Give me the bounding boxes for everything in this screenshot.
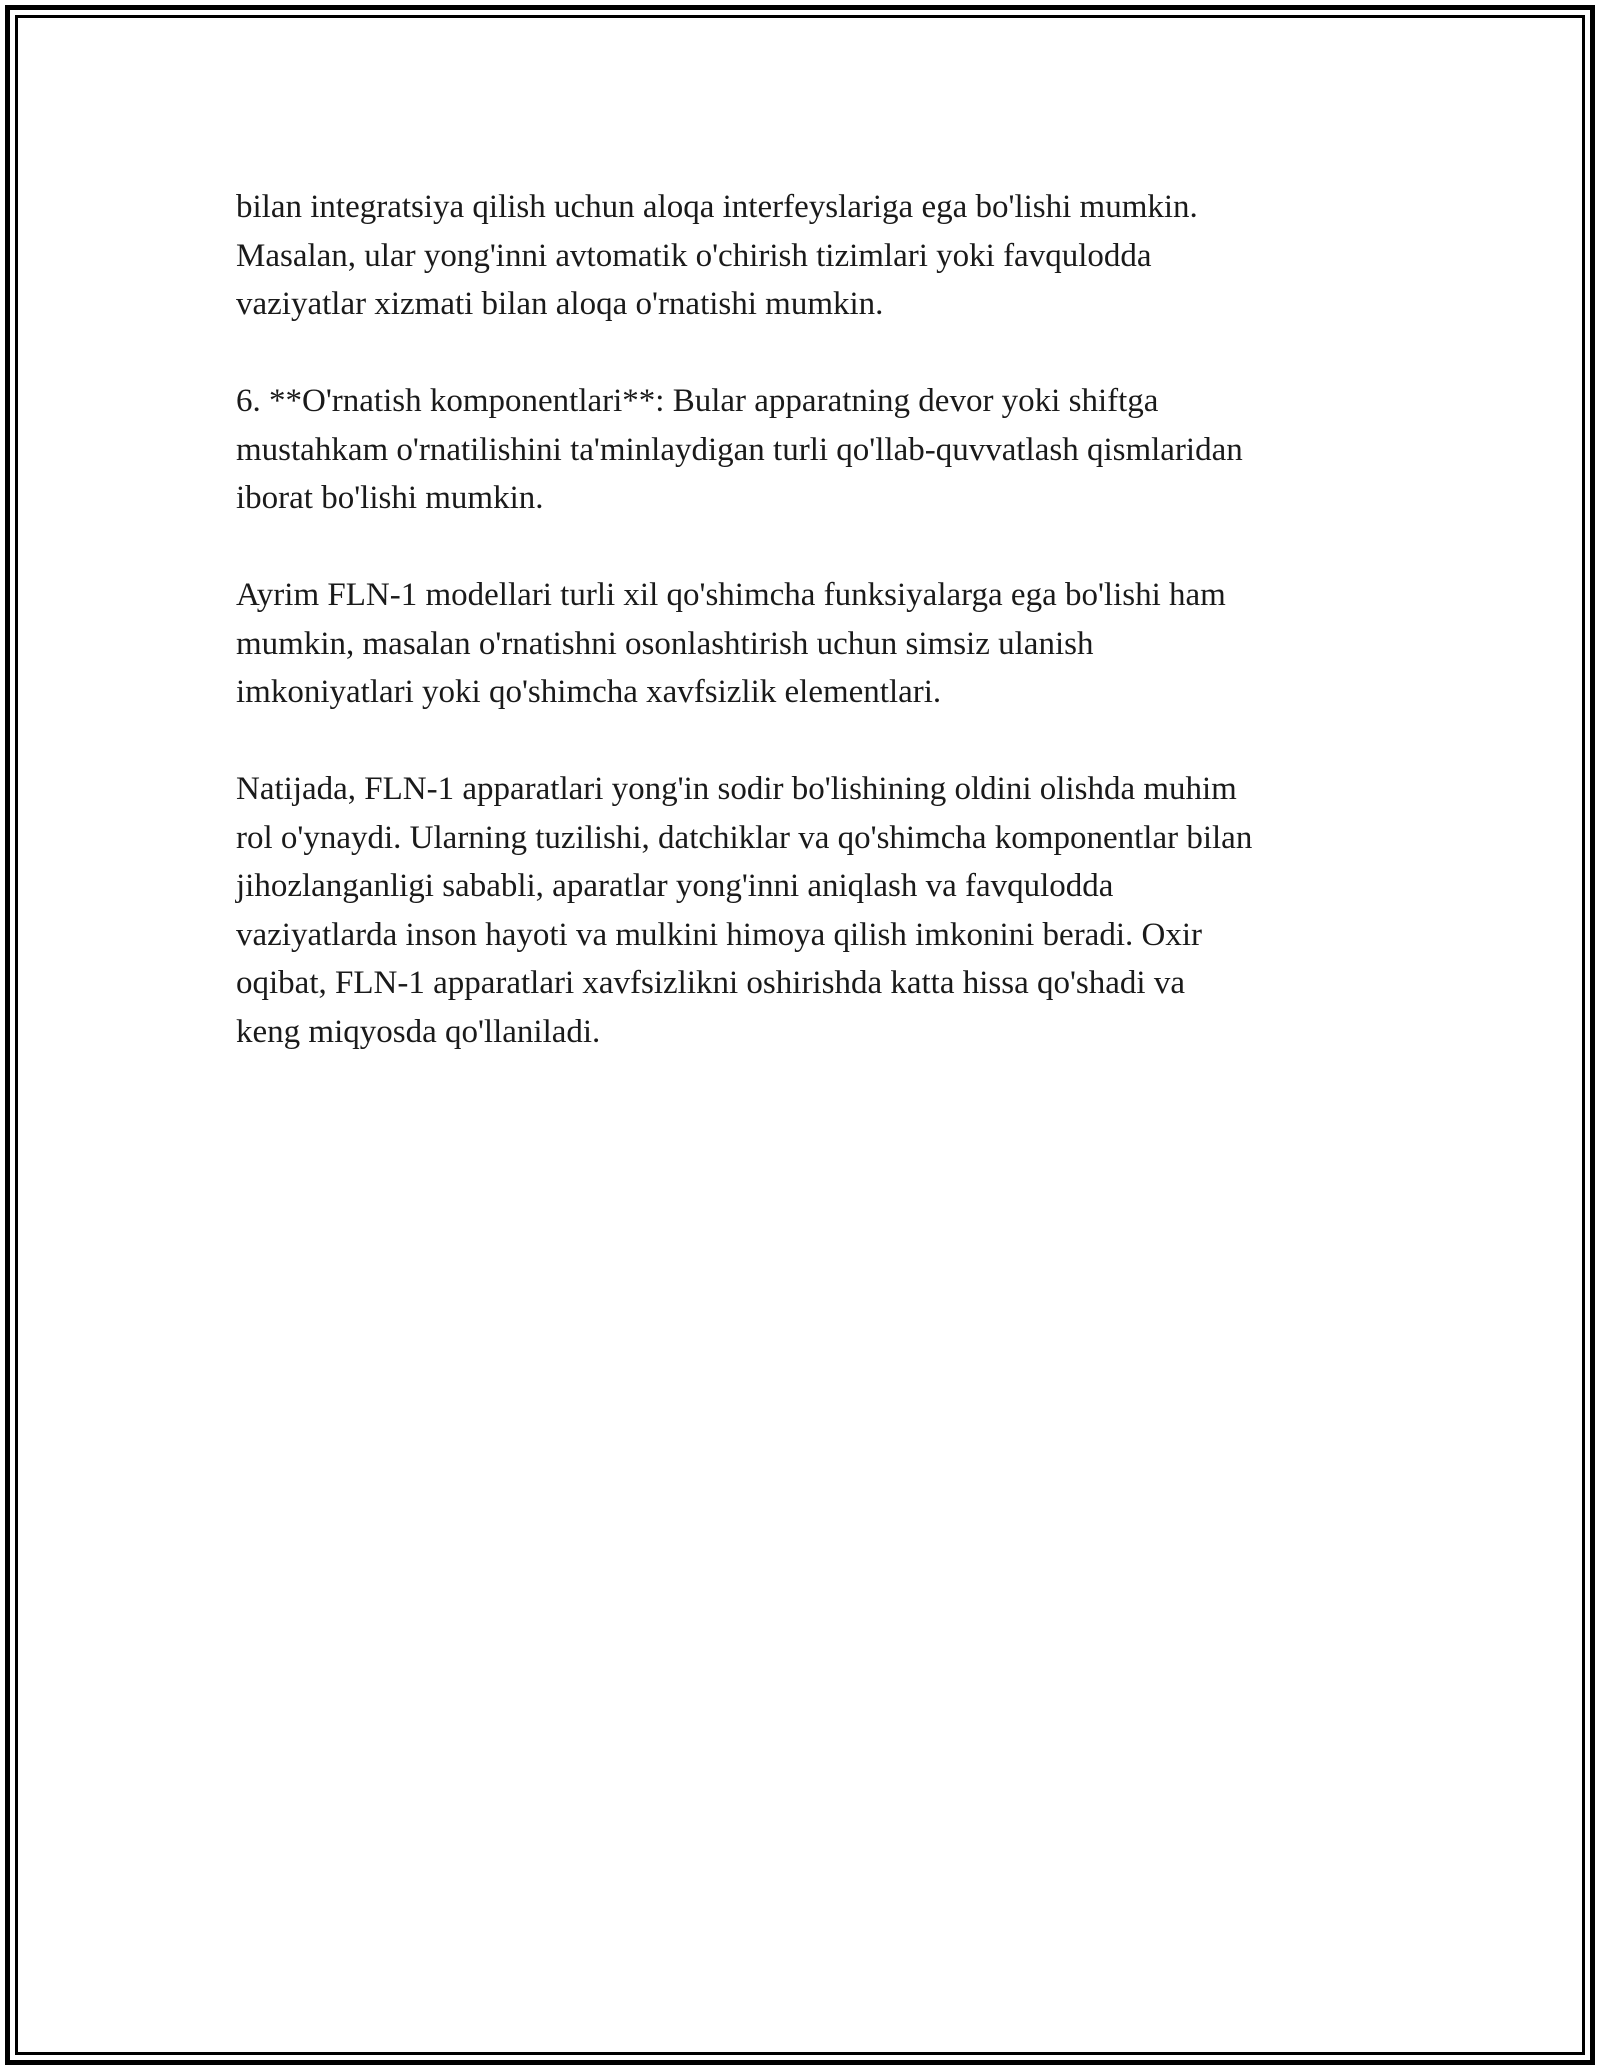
paragraph-conclusion <box>236 765 1386 1056</box>
text-line: keng miqyosda qo'llaniladi. <box>236 1013 601 1050</box>
paragraph-integration <box>236 183 1386 329</box>
text-line: rol o'ynaydi. Ularning tuzilishi, datchiklar va qo'shimcha komponentlar bilan <box>236 819 1253 856</box>
text-line: Natijada, FLN-1 apparatlari yong'in sodir bo'lishining oldini olishda muhim <box>236 771 1237 807</box>
text-line: vaziyatlar xizmati bilan aloqa o'rnatishi mumkin. <box>236 286 884 322</box>
text-line: Ayrim FLN-1 modellari turli xil qo'shimcha funksiyalarga ega bo'lishi ham <box>236 577 1226 613</box>
text-line: vaziyatlarda inson hayoti va mulkini himoya qilish imkonini beradi. Oxir <box>236 916 1202 953</box>
text-line: iborat bo'lishi mumkin. <box>236 480 544 516</box>
text-line: oqibat, FLN-1 apparatlari xavfsizlikni oshirishda katta hissa qo'shadi va <box>236 965 1185 1001</box>
document-body <box>236 183 1386 1105</box>
text-line: jihozlanganligi sababli, aparatlar yong'inni aniqlash va favqulodda <box>236 868 1114 904</box>
text-line: Masalan, ular yong'inni avtomatik o'chirish tizimlari yoki favqulodda <box>236 237 1152 274</box>
paragraph-mounting-components <box>236 377 1386 523</box>
paragraph-extra-features <box>236 571 1386 717</box>
text-line: mumkin, masalan o'rnatishni osonlashtirish uchun simsiz ulanish <box>236 625 1094 662</box>
text-line: 6. **O'rnatish komponentlari**: Bular apparatning devor yoki shiftga <box>236 383 1159 419</box>
text-line: bilan integratsiya qilish uchun aloqa interfeyslariga ega bo'lishi mumkin. <box>236 189 1198 225</box>
text-line: mustahkam o'rnatilishini ta'minlaydigan turli qo'llab-quvvatlash qismlaridan <box>236 431 1243 468</box>
text-line: imkoniyatlari yoki qo'shimcha xavfsizlik elementlari. <box>236 674 942 710</box>
